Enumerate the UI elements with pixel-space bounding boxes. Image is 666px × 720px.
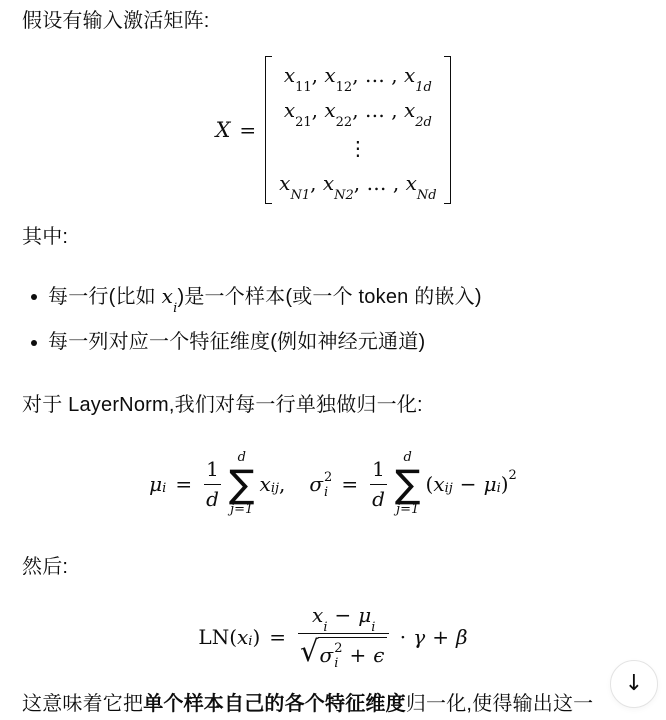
paragraph-then: 然后: <box>22 556 69 578</box>
plus-sign: + <box>349 642 367 667</box>
fraction-bar <box>204 484 221 485</box>
equals-sign: = <box>269 625 287 649</box>
math-var: x <box>433 472 445 496</box>
math-den: d <box>372 486 385 511</box>
math-var: x <box>237 625 249 649</box>
math-ellipsis: , … , <box>353 170 400 195</box>
math-var-mu: μ <box>149 472 163 496</box>
math-subscript: ij <box>270 480 280 496</box>
math-var-sigma: σ <box>319 642 334 667</box>
radicand <box>318 637 388 670</box>
fraction-one-over-d <box>370 458 387 511</box>
math-subscript: i <box>248 633 253 649</box>
math-superscript: 2 <box>508 467 517 483</box>
bullet-marker-icon <box>31 340 37 346</box>
math-comma: , <box>311 97 319 122</box>
math-var: x <box>259 472 271 496</box>
math-ellipsis: , … , <box>352 97 398 122</box>
sum-lower-limit: j=1 <box>230 502 254 518</box>
math-subscript: 1d <box>415 79 432 95</box>
bullet-text: 每一列对应一个特征维度(例如神经元通道) <box>48 331 426 353</box>
sum-upper-limit: d <box>237 449 246 465</box>
math-den: d <box>206 486 219 511</box>
math-subscript: Nd <box>416 187 437 203</box>
equals-sign: = <box>239 118 257 142</box>
summation-operator <box>395 450 421 519</box>
math-subscript: i <box>334 656 339 671</box>
equals-sign: = <box>175 472 193 496</box>
layernorm-formula <box>0 599 666 675</box>
scroll-to-bottom-button[interactable] <box>610 660 658 708</box>
math-var: x <box>405 170 417 195</box>
matrix-equation <box>0 56 666 204</box>
bullet-text-post: )是一个样本(或一个 token 的嵌入) <box>177 286 482 308</box>
sum-icon: ∑ <box>228 461 255 506</box>
left-paren: ( <box>229 625 238 649</box>
math-var-gamma: γ <box>413 625 426 649</box>
math-var-X: X <box>215 118 231 142</box>
math-subscript: 21 <box>295 114 312 130</box>
math-subscript: 22 <box>335 114 353 130</box>
matrix-vdots: ⋮ <box>347 135 368 160</box>
math-num: 1 <box>372 456 385 481</box>
bullet-text-pre: 每一行(比如 <box>48 286 162 308</box>
ln-denominator <box>298 634 389 671</box>
matrix-row <box>283 97 432 130</box>
bullet-marker-icon <box>31 294 37 300</box>
right-paren: ) <box>500 472 509 496</box>
math-subscript: 12 <box>335 79 353 95</box>
fraction-one-over-d <box>204 458 221 511</box>
math-superscript: 2 <box>334 641 343 657</box>
matrix-row <box>279 170 437 203</box>
math-subscript: N2 <box>334 187 354 203</box>
matrix-left-bracket <box>265 56 272 204</box>
sum-icon: ∑ <box>394 461 421 506</box>
math-comma: , <box>279 472 286 496</box>
fraction-bar <box>370 484 387 485</box>
math-var: x <box>283 62 296 87</box>
minus-sign: − <box>459 472 477 496</box>
math-var: x <box>283 97 296 122</box>
sum-lower-limit: j=1 <box>396 502 420 518</box>
math-var: x <box>404 97 416 122</box>
paragraph-layernorm: 对于 LayerNorm,我们对每一行单独做归一化: <box>22 394 423 416</box>
math-subscript: ij <box>444 480 453 496</box>
math-subscript: i <box>324 485 329 500</box>
math-var-epsilon: ϵ <box>373 642 385 667</box>
list-item-column-feature <box>22 329 425 356</box>
math-subscript: i <box>173 301 178 316</box>
sigma-sup-sub <box>324 471 332 501</box>
math-num: 1 <box>206 456 219 481</box>
math-subscript: N1 <box>290 187 311 203</box>
closing-bold: 单个样本自己的各个特征维度 <box>143 693 406 715</box>
matrix-row <box>283 62 432 95</box>
list-item-row-sample <box>22 283 482 316</box>
math-var: x <box>322 170 335 195</box>
math-var-mu: μ <box>358 603 372 628</box>
ln-fraction <box>298 604 389 670</box>
equals-sign: = <box>341 472 359 496</box>
arrow-down-icon: ↓ <box>624 671 644 696</box>
math-var-mu: μ <box>483 472 497 496</box>
paragraph-where: 其中: <box>22 226 69 248</box>
math-var: x <box>312 603 324 628</box>
left-paren: ( <box>425 472 434 496</box>
math-ellipsis: , … , <box>352 62 398 87</box>
matrix-rows <box>272 56 443 205</box>
matrix-right-bracket <box>444 56 451 204</box>
closing-pre: 这意味着它把 <box>22 693 144 715</box>
math-comma: , <box>310 170 317 195</box>
paragraph-intro: 假设有输入激活矩阵: <box>22 10 210 32</box>
right-paren: ) <box>252 625 261 649</box>
math-comma: , <box>311 62 319 87</box>
sum-upper-limit: d <box>403 449 412 465</box>
cdot-sign: ⋅ <box>399 625 407 649</box>
math-subscript: i <box>162 480 167 496</box>
closing-post: 归一化,使得输出这一 <box>405 693 594 715</box>
ln-numerator <box>310 603 377 636</box>
math-var: x <box>324 97 336 122</box>
math-subscript: i <box>371 620 376 636</box>
mean-variance-formula <box>0 444 666 524</box>
math-var: x <box>279 170 291 195</box>
math-subscript: 11 <box>295 79 312 95</box>
radical-icon: √ <box>300 634 319 668</box>
math-superscript: 2 <box>324 470 333 486</box>
math-var: x <box>161 284 174 308</box>
summation-operator <box>229 450 255 519</box>
math-var-sigma: σ <box>309 472 324 496</box>
sigma-sup-sub <box>334 642 342 672</box>
math-var: x <box>404 62 416 87</box>
math-var: x <box>324 62 336 87</box>
minus-sign: − <box>334 603 352 628</box>
math-subscript: 2d <box>415 114 432 130</box>
math-subscript: i <box>496 480 501 496</box>
paragraph-closing <box>22 691 662 718</box>
math-subscript: i <box>323 620 328 636</box>
function-name-LN: LN <box>198 625 230 649</box>
math-var-beta: β <box>456 625 468 649</box>
plus-sign: + <box>432 625 450 649</box>
